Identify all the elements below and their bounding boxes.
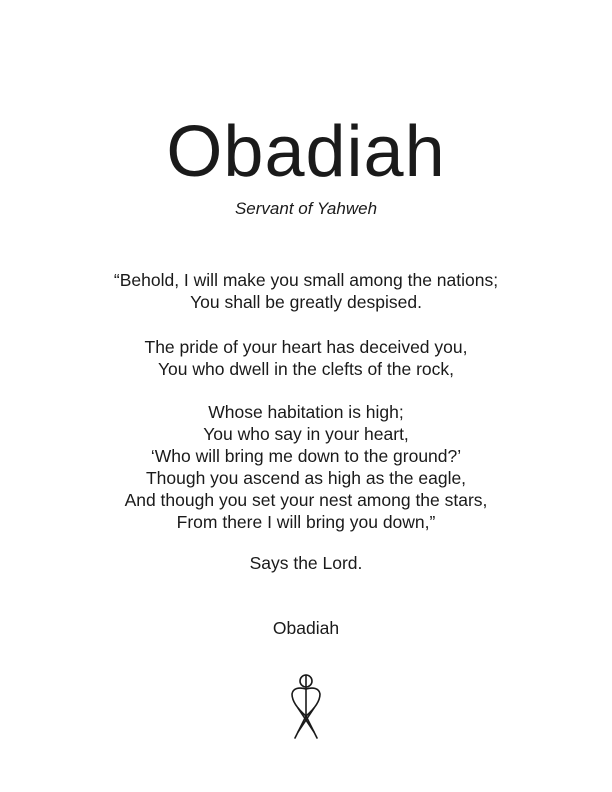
verse-line: ‘Who will bring me down to the ground?’ [150,446,462,466]
verse-line: Says the Lord. [249,553,363,573]
verse-line: You shall be greatly despised. [190,292,422,312]
verse-line: “Behold, I will make you small among the nations; [113,270,499,290]
stanza-1 [0,269,612,313]
verse-line: You who say in your heart, [203,424,409,444]
verse-line: You who dwell in the clefts of the rock, [157,359,455,379]
verse-line: Though you ascend as high as the eagle, [145,468,467,488]
stanza-4 [0,552,612,574]
stanza-3 [0,401,612,533]
verse-line: The pride of your heart has deceived you, [144,337,468,357]
page-title: Obadiah [166,112,446,192]
signature: Obadiah [272,618,340,638]
verse-line: Whose habitation is high; [208,402,404,422]
servant-figure-emblem-icon [284,672,328,742]
verse-line: And though you set your nest among the stars, [124,490,488,510]
verse-line: From there I will bring you down,” [176,512,436,532]
page-subtitle: Servant of Yahweh [234,199,378,218]
stanza-2 [0,336,612,380]
